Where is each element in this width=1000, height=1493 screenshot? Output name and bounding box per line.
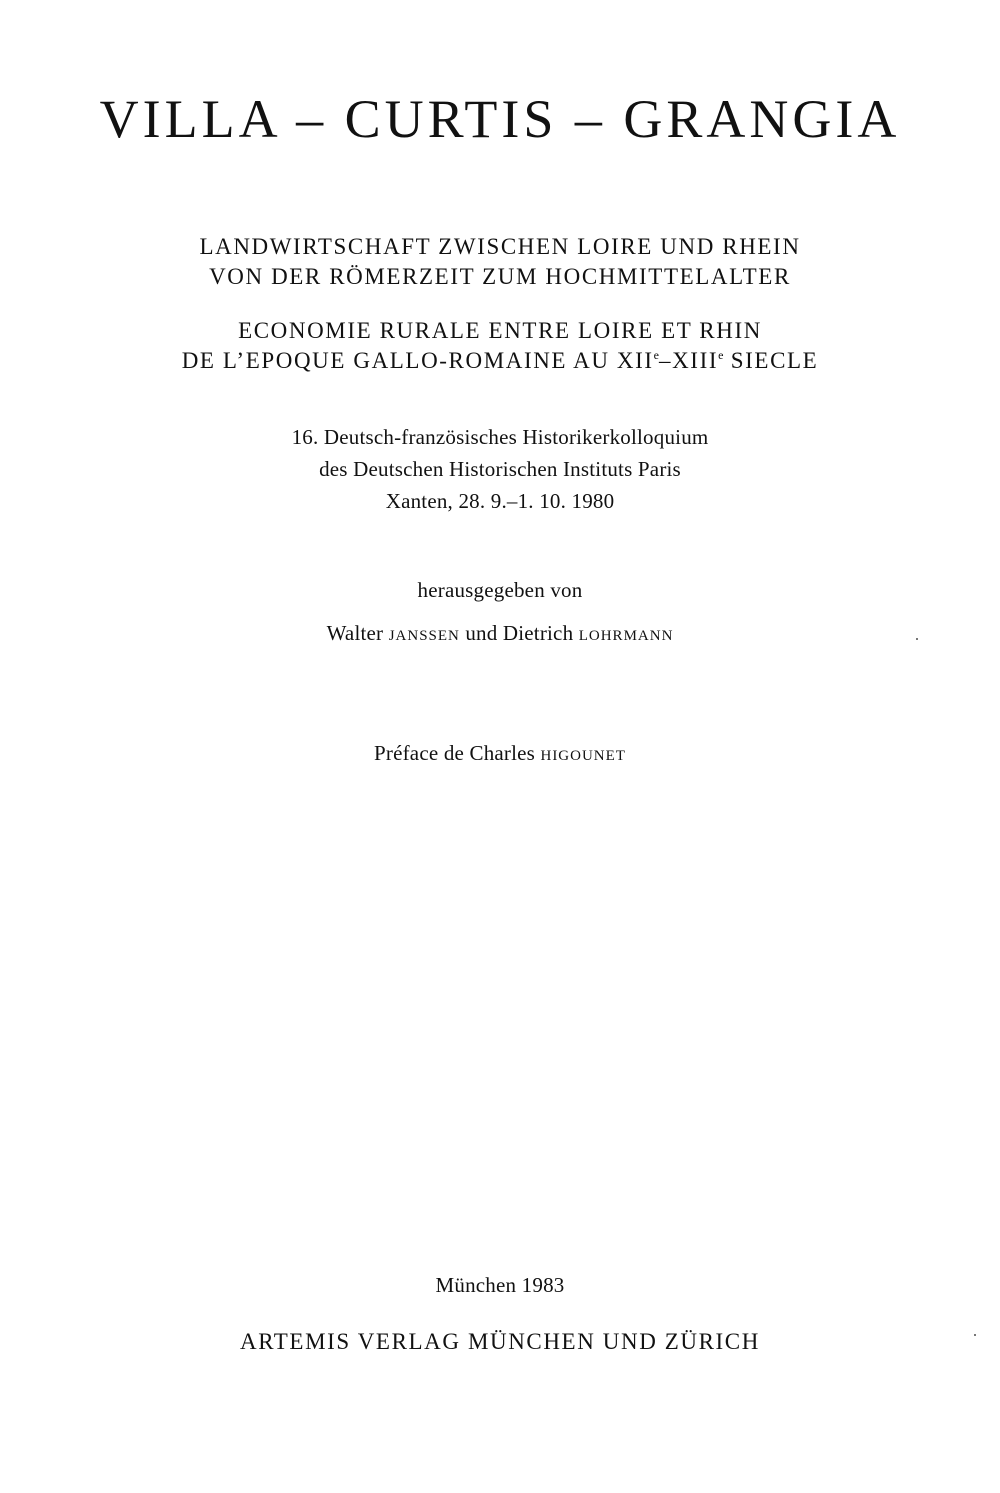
french-subtitle-line-1: ECONOMIE RURALE ENTRE LOIRE ET RHIN: [238, 318, 762, 343]
publisher: ARTEMIS VERLAG MÜNCHEN UND ZÜRICH: [240, 1329, 760, 1354]
colloquium-line-3: Xanten, 28. 9.–1. 10. 1980: [385, 489, 615, 513]
scan-speck: [974, 1334, 976, 1336]
preface-author-name: HIGOUNET: [540, 748, 626, 764]
french-subtitle-mid: –XIII: [659, 348, 719, 373]
german-subtitle-line-2: VON DER RÖMERZEIT ZUM HOCHMITTELALTER: [209, 264, 791, 289]
preface-prefix: Préface de Charles: [374, 741, 541, 765]
french-subtitle-start: DE L’EPOQUE GALLO-ROMAINE AU XII: [181, 348, 654, 373]
german-subtitle-line-1: LANDWIRTSCHAFT ZWISCHEN LOIRE UND RHEIN: [199, 234, 801, 259]
french-subtitle-end: SIECLE: [723, 348, 819, 373]
editors-names: [0, 623, 1000, 644]
preface-credit: [0, 743, 1000, 764]
editors-label: herausgegeben von: [417, 578, 583, 602]
colloquium-line-1: 16. Deutsch-französisches Historikerkolloquium: [291, 425, 709, 449]
editor-1-last-name: JANSSEN: [388, 628, 460, 644]
scan-speck: [916, 638, 918, 640]
editor-2-first-name: Dietrich: [502, 621, 579, 645]
editor-2-last-name: LOHRMANN: [578, 628, 674, 644]
book-title: VILLA – CURTIS – GRANGIA: [99, 89, 901, 149]
french-subtitle-line-2: [0, 349, 1000, 372]
superscript-e-2: e: [718, 348, 724, 362]
editors-conjunction: und: [459, 621, 503, 645]
editor-1-first-name: Walter: [326, 621, 389, 645]
superscript-e-1: e: [653, 348, 659, 362]
colloquium-line-2: des Deutschen Historischen Instituts Paris: [319, 457, 681, 481]
place-and-year: München 1983: [435, 1273, 565, 1297]
